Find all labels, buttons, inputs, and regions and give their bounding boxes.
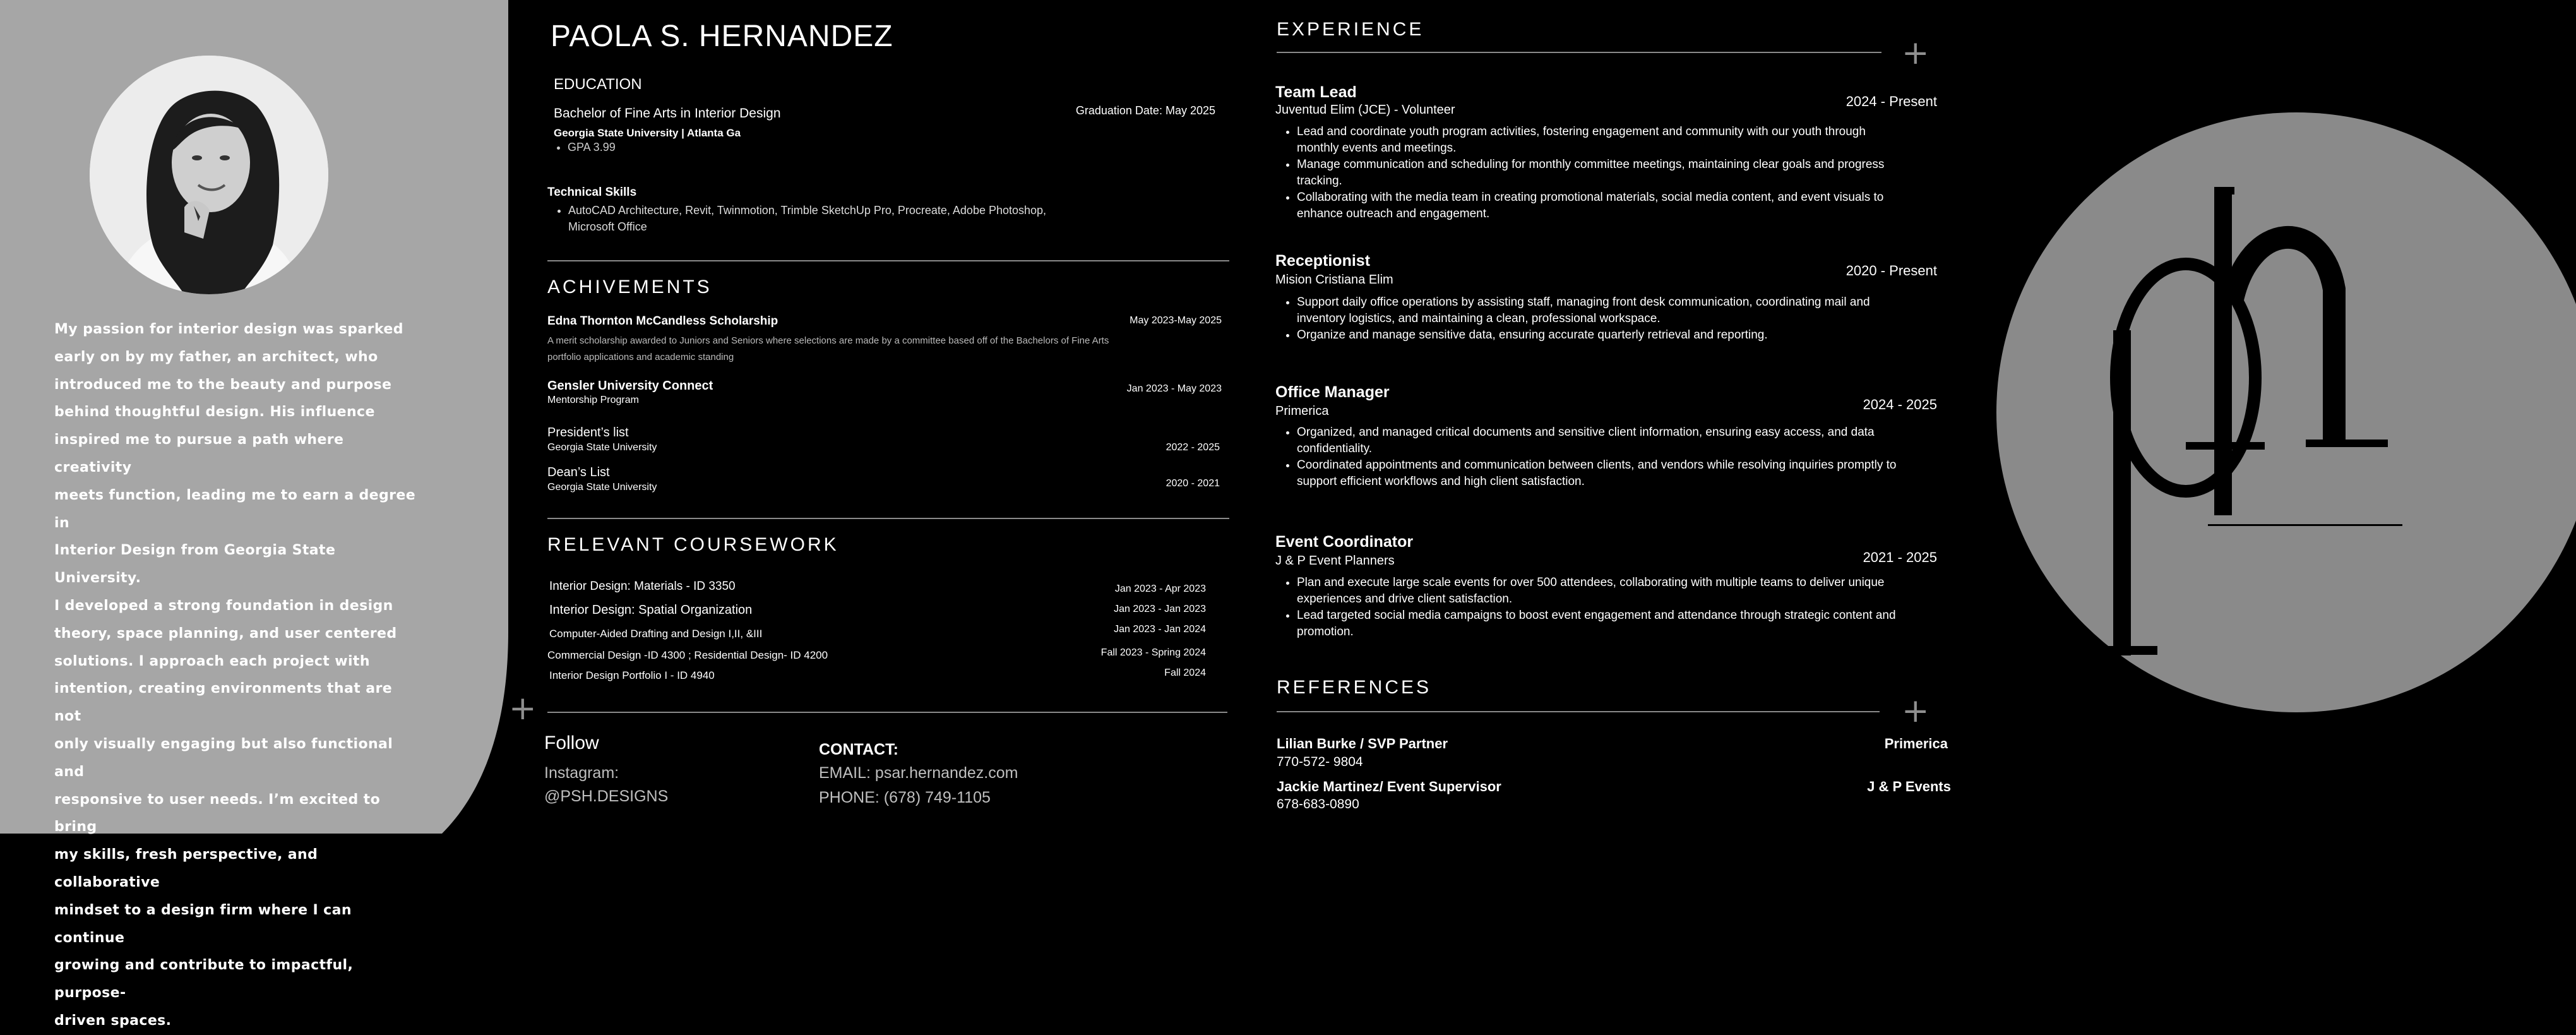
skills-list bbox=[554, 202, 1200, 235]
course-name: Interior Design Portfolio I - ID 4940 bbox=[549, 669, 715, 681]
references-heading: REFERENCES bbox=[1277, 677, 1432, 698]
course-date: Jan 2023 - Jan 2023 bbox=[1114, 604, 1206, 614]
achievement-subtitle: Mentorship Program bbox=[547, 395, 639, 405]
reference-name: Jackie Martinez/ Event Supervisor bbox=[1277, 779, 1501, 794]
job-bullet: • Lead targeted social media campaigns to boost event engagement and attendance through strategic content and promotion. bbox=[1297, 607, 1966, 640]
job-bullet: • Organized, and managed critical documents and sensitive client information, ensuring easy access, and data confidentiality. bbox=[1297, 424, 1966, 457]
achievement-date: 2022 - 2025 bbox=[1166, 442, 1220, 453]
divider bbox=[547, 260, 1229, 261]
ph-monogram-logo bbox=[1996, 112, 2576, 712]
achievement-description: A merit scholarship awarded to Juniors and Seniors where selections are made by a committee based off of the Bachelors of Fine Arts portfolio applications and academic standing bbox=[547, 335, 1109, 362]
course-name: Computer-Aided Drafting and Design I,II, &III bbox=[549, 628, 763, 640]
achievement-title: Dean’s List bbox=[547, 465, 610, 479]
follow-heading: Follow bbox=[544, 733, 599, 753]
phone-link[interactable]: PHONE: (678) 749-1105 bbox=[819, 789, 991, 806]
course-date: Fall 2024 bbox=[1164, 667, 1206, 678]
achievement-title: Gensler University Connect bbox=[547, 379, 713, 393]
divider bbox=[547, 518, 1229, 519]
course-date: Fall 2023 - Spring 2024 bbox=[1100, 647, 1206, 658]
instagram-label: Instagram: bbox=[544, 764, 619, 782]
course-date: Jan 2023 - Jan 2024 bbox=[1114, 624, 1206, 635]
job-date: 2024 - Present bbox=[1846, 93, 1937, 109]
job-bullet: • Organize and manage sensitive data, ensuring accurate quarterly retrieval and reporting. bbox=[1297, 327, 1966, 344]
gpa-item: • GPA 3.99 bbox=[568, 139, 616, 155]
job-bullet: • Lead and coordinate youth program activities, fostering engagement and community with our youth through monthly events and meetings. bbox=[1297, 124, 1966, 157]
contact-heading: CONTACT: bbox=[819, 741, 898, 758]
divider bbox=[1277, 52, 1881, 53]
job-date: 2020 - Present bbox=[1846, 263, 1937, 278]
achievement-title: Edna Thornton McCandless Scholarship bbox=[547, 314, 778, 328]
candidate-name: PAOLA S. HERNANDEZ bbox=[551, 20, 893, 53]
graduation-date: Graduation Date: May 2025 bbox=[1075, 104, 1215, 117]
achievement-date: May 2023-May 2025 bbox=[1130, 315, 1222, 326]
job-bullet: • Plan and execute large scale events for over 500 attendees, collaborating with multiple teams to deliver unique experiences and drive client satisfaction. bbox=[1297, 575, 1966, 607]
email-link[interactable]: EMAIL: psar.hernandez.com bbox=[819, 764, 1018, 782]
job-title: Team Lead bbox=[1275, 83, 1357, 101]
school-name: Georgia State University | Atlanta Ga bbox=[554, 127, 741, 139]
achievement-date: 2020 - 2021 bbox=[1166, 478, 1220, 489]
job-bullet: • Manage communication and scheduling for monthly committee meetings, maintaining clear goals and progress tracking. bbox=[1297, 157, 1966, 189]
job-organization: J & P Event Planners bbox=[1275, 554, 1395, 568]
job-organization: Mision Cristiana Elim bbox=[1275, 273, 1393, 287]
achievement-subtitle: Georgia State University bbox=[547, 442, 657, 453]
skills-item: • AutoCAD Architecture, Revit, Twinmotion, Trimble SketchUp Pro, Procreate, Adobe Photoshop, Microsoft Office bbox=[568, 202, 1200, 235]
divider bbox=[1277, 711, 1880, 712]
job-title: Receptionist bbox=[1275, 252, 1371, 270]
job-title: Office Manager bbox=[1275, 383, 1390, 401]
portrait-photo bbox=[90, 56, 328, 294]
reference-company: Primerica bbox=[1884, 736, 1948, 751]
job-bullet: • Coordinated appointments and communication between clients, and vendors while resolving inquiries promptly to support efficient workflows and high client satisfaction. bbox=[1297, 457, 1966, 490]
coursework-heading: RELEVANT COURSEWORK bbox=[547, 534, 839, 555]
plus-icon: + bbox=[1902, 692, 1929, 730]
achievement-subtitle: Georgia State University bbox=[547, 482, 657, 493]
degree-title: Bachelor of Fine Arts in Interior Design bbox=[554, 106, 781, 121]
achievements-heading: ACHIVEMENTS bbox=[547, 277, 712, 297]
bio-paragraph: My passion for interior design was sparked early on by my father, an architect, who introduced me to the beauty and purpose behind thoughtful design. His influence inspired me to pursue a path where creativity meets function, leading me to earn a degree in Interior Design from Georgia State University. I developed a strong foundation in design theory, space planning, and user centered solutions. I approach each project with intention, creating environments that are not only visually engaging but also functional and responsive to user needs. I’m excited to bring my skills, fresh perspective, and collaborative mindset to a design firm where I can continue growing and contribute to impactful, purpose- driven spaces. bbox=[54, 321, 416, 1029]
plus-icon: + bbox=[509, 690, 537, 727]
gpa-list bbox=[554, 139, 616, 155]
job-date: 2021 - 2025 bbox=[1863, 549, 1937, 565]
job-bullets bbox=[1283, 575, 1966, 640]
job-bullets bbox=[1283, 124, 1966, 222]
reference-name: Lilian Burke / SVP Partner bbox=[1277, 736, 1448, 751]
reference-phone[interactable]: 678-683-0890 bbox=[1277, 797, 1359, 811]
course-name: Interior Design: Materials - ID 3350 bbox=[549, 580, 736, 593]
skills-heading: Technical Skills bbox=[547, 186, 637, 199]
instagram-handle-link[interactable]: @PSH.DESIGNS bbox=[544, 787, 669, 805]
achievement-title: President’s list bbox=[547, 426, 629, 440]
achievement-date: Jan 2023 - May 2023 bbox=[1126, 383, 1222, 394]
job-title: Event Coordinator bbox=[1275, 533, 1414, 551]
course-date: Jan 2023 - Apr 2023 bbox=[1114, 583, 1206, 594]
reference-company: J & P Events bbox=[1867, 779, 1951, 794]
job-organization: Juventud Elim (JCE) - Volunteer bbox=[1275, 103, 1455, 117]
job-bullets bbox=[1283, 294, 1966, 344]
divider bbox=[547, 712, 1227, 713]
course-name: Interior Design: Spatial Organization bbox=[549, 603, 753, 617]
job-date: 2024 - 2025 bbox=[1863, 397, 1937, 412]
job-bullet: • Collaborating with the media team in creating promotional materials, social media content, and event visuals to enhance outreach and engagement. bbox=[1297, 189, 1966, 222]
course-name: Commercial Design -ID 4300 ; Residential Design- ID 4200 bbox=[547, 649, 828, 661]
education-heading: EDUCATION bbox=[554, 76, 642, 93]
job-bullet: • Support daily office operations by assisting staff, managing front desk communication, coordinating mail and inventory logistics, and maintaining a clean, professional workspace. bbox=[1297, 294, 1966, 327]
plus-icon: + bbox=[1902, 34, 1929, 72]
job-bullets bbox=[1283, 424, 1966, 490]
job-organization: Primerica bbox=[1275, 404, 1329, 418]
experience-heading: EXPERIENCE bbox=[1277, 19, 1424, 40]
reference-phone[interactable]: 770-572- 9804 bbox=[1277, 755, 1363, 769]
